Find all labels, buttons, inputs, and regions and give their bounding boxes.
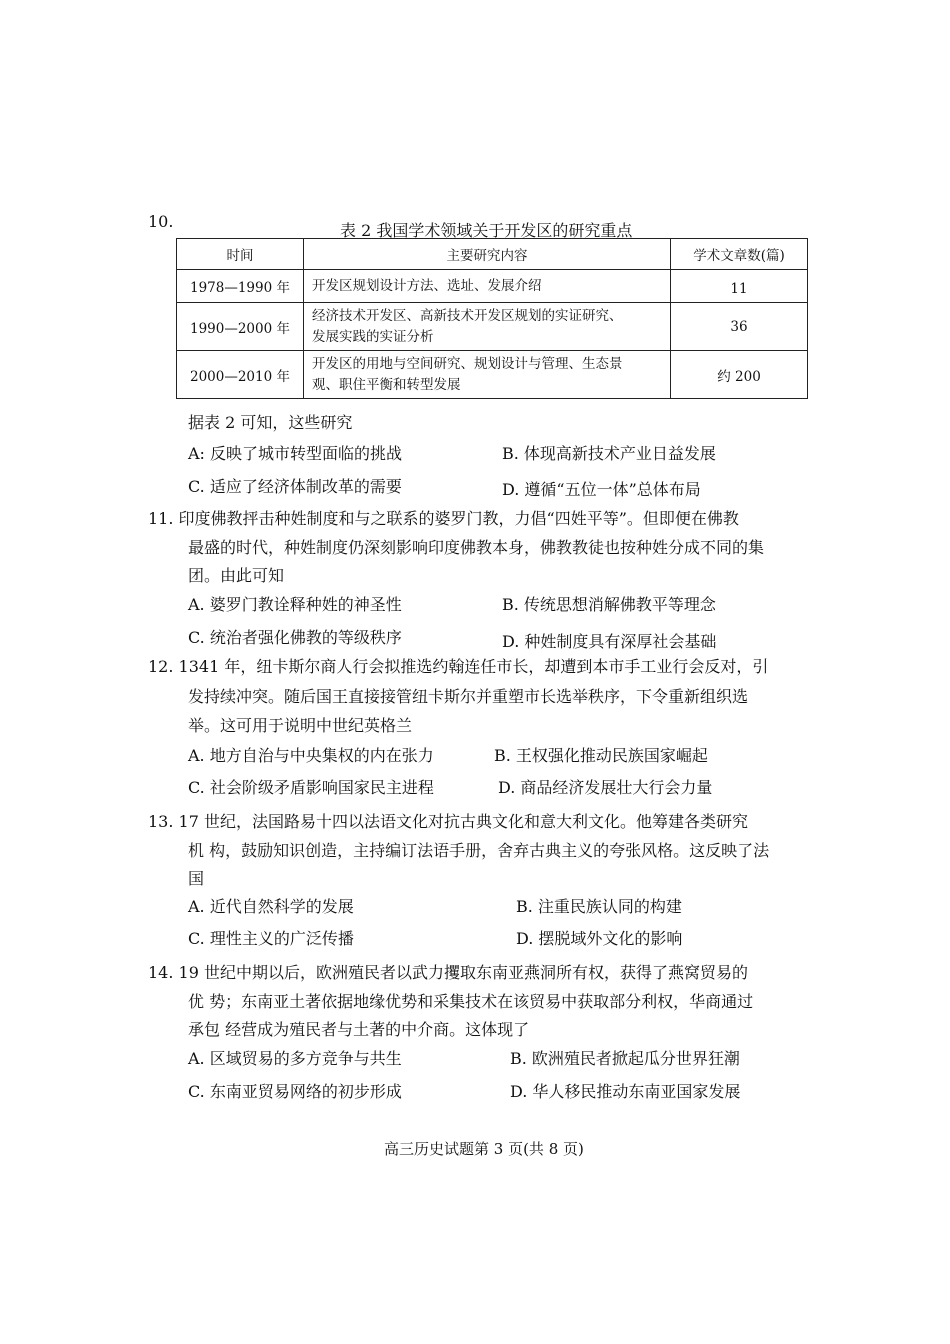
table-row — [177, 351, 808, 399]
question-12-line: 举。这可用于说明中世纪英格兰 — [188, 716, 413, 735]
q10-option-b[interactable]: B. 体现高新技术产业日益发展 — [502, 444, 716, 463]
q14-option-d[interactable]: D. 华人移民推动东南亚国家发展 — [510, 1082, 741, 1101]
cell-content-line: 观、职住平衡和转型发展 — [312, 376, 461, 393]
cell-content — [304, 351, 671, 399]
q11-option-b[interactable]: B. 传统思想消解佛教平等理念 — [502, 595, 716, 614]
cell-count: 36 — [671, 303, 808, 351]
q11-option-d[interactable]: D. 种姓制度具有深厚社会基础 — [502, 632, 717, 651]
question-14-line: 14. 19 世纪中期以后，欧洲殖民者以武力攫取东南亚燕洞所有权，获得了燕窝贸易的 — [148, 963, 748, 982]
page-footer: 高三历史试题第 3 页(共 8 页) — [384, 1140, 584, 1158]
q11-option-c[interactable]: C. 统治者强化佛教的等级秩序 — [188, 628, 402, 647]
q14-option-b[interactable]: B. 欧洲殖民者掀起瓜分世界狂潮 — [510, 1049, 740, 1068]
q10-option-c[interactable]: C. 适应了经济体制改革的需要 — [188, 477, 402, 496]
header-content: 主要研究内容 — [304, 239, 671, 270]
question-10-stem: 据表 2 可知，这些研究 — [188, 413, 353, 432]
question-12-line: 12. 1341 年，纽卡斯尔商人行会拟推选约翰连任市长，却遭到本市手工业行会反对，引 — [148, 657, 769, 676]
header-period: 时间 — [177, 239, 304, 270]
research-table — [176, 238, 808, 399]
q13-option-c[interactable]: C. 理性主义的广泛传播 — [188, 929, 354, 948]
table-title: 表 2 我国学术领域关于开发区的研究重点 — [340, 221, 633, 240]
q14-option-c[interactable]: C. 东南亚贸易网络的初步形成 — [188, 1082, 402, 1101]
q14-option-a[interactable]: A. 区域贸易的多方竞争与共生 — [188, 1049, 402, 1068]
header-count: 学术文章数(篇) — [671, 239, 808, 270]
table-row — [177, 303, 808, 351]
table-row — [177, 270, 808, 303]
q13-option-a[interactable]: A. 近代自然科学的发展 — [188, 897, 354, 916]
q12-option-c[interactable]: C. 社会阶级矛盾影响国家民主进程 — [188, 778, 434, 797]
question-13-line: 机 构，鼓励知识创造，主持编订法语手册，舍弃古典主义的夸张风格。这反映了法 — [188, 841, 770, 860]
question-14-line: 优 势；东南亚土著依据地缘优势和采集技术在该贸易中获取部分利权，华商通过 — [188, 992, 754, 1011]
question-13-line: 国 — [188, 869, 205, 888]
cell-content: 开发区规划设计方法、选址、发展介绍 — [304, 270, 671, 303]
q12-option-b[interactable]: B. 王权强化推动民族国家崛起 — [494, 746, 708, 765]
q10-option-a[interactable]: A: 反映了城市转型面临的挑战 — [188, 444, 403, 463]
q13-option-b[interactable]: B. 注重民族认同的构建 — [516, 897, 682, 916]
question-11-line: 最盛的时代，种姓制度仍深刻影响印度佛教本身，佛教教徒也按种姓分成不同的集 — [188, 538, 765, 557]
cell-content-line: 开发区的用地与空间研究、规划设计与管理、生态景 — [312, 355, 623, 372]
question-10-number: 10. — [148, 212, 174, 231]
q13-option-d[interactable]: D. 摆脱域外文化的影响 — [516, 929, 683, 948]
cell-content-line: 经济技术开发区、高新技术开发区规划的实证研究、 — [312, 307, 623, 324]
q10-option-d[interactable]: D. 遵循“五位一体”总体布局 — [502, 480, 701, 499]
cell-period: 1978—1990 年 — [177, 270, 304, 303]
q12-option-a[interactable]: A. 地方自治与中央集权的内在张力 — [188, 746, 434, 765]
cell-period: 2000—2010 年 — [177, 351, 304, 399]
cell-content-line: 发展实践的实证分析 — [312, 328, 434, 345]
cell-content — [304, 303, 671, 351]
question-11-line: 11. 印度佛教抨击种姓制度和与之联系的婆罗门教，力倡“四姓平等”。但即便在佛教 — [148, 509, 739, 528]
cell-period: 1990—2000 年 — [177, 303, 304, 351]
q11-option-a[interactable]: A. 婆罗门教诠释种姓的神圣性 — [188, 595, 402, 614]
question-12-line: 发持续冲突。随后国王直接接管纽卡斯尔并重塑市长选举秩序，下令重新组织选 — [188, 687, 749, 706]
question-14-line: 承包 经营成为殖民者与土著的中介商。这体现了 — [188, 1020, 530, 1039]
cell-count: 约 200 — [671, 351, 808, 399]
cell-count: 11 — [671, 270, 808, 303]
table-header-row — [177, 239, 808, 270]
question-13-line: 13. 17 世纪，法国路易十四以法语文化对抗古典文化和意大利文化。他筹建各类研究 — [148, 812, 748, 831]
q12-option-d[interactable]: D. 商品经济发展壮大行会力量 — [498, 778, 713, 797]
question-11-line: 团。由此可知 — [188, 566, 285, 585]
